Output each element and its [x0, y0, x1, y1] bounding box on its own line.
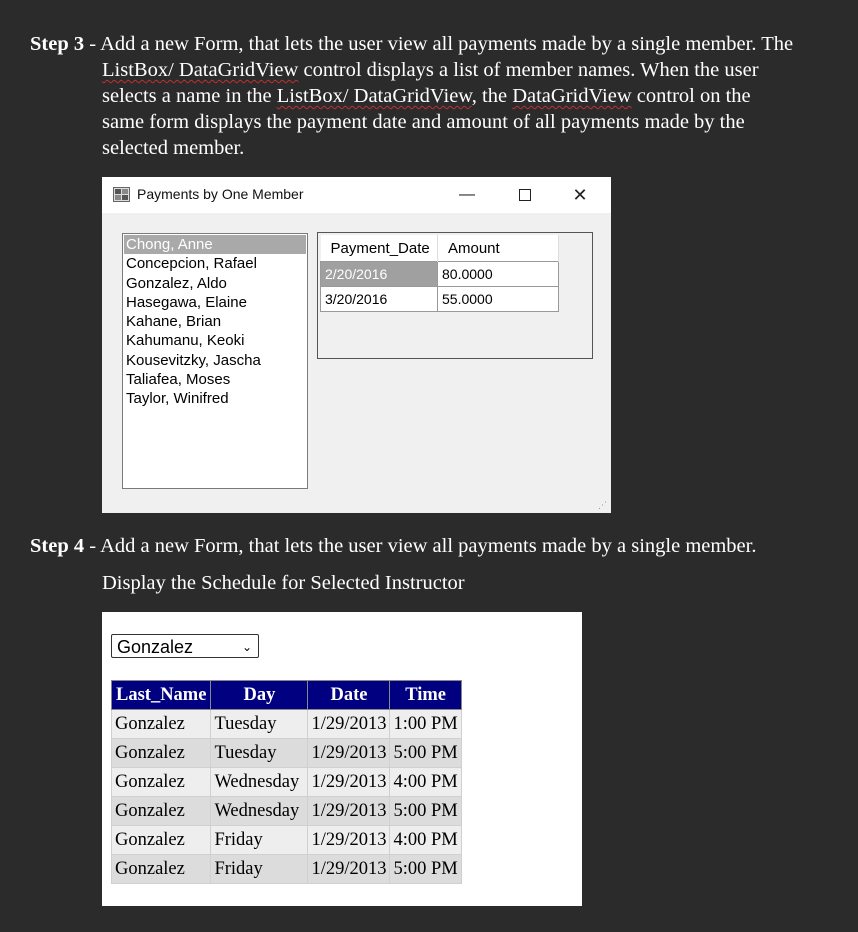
step3-line1: Add a new Form, that lets the user view all payments made by a single member. The: [100, 33, 794, 55]
step3-line5: selected member.: [102, 137, 245, 159]
list-item[interactable]: Taliafea, Moses: [126, 371, 231, 389]
maximize-icon: [519, 189, 531, 201]
step3-line3d: DataGridView: [512, 85, 632, 107]
table-cell: Wednesday: [211, 768, 308, 797]
table-cell: Friday: [211, 855, 308, 884]
step4-subtitle: Display the Schedule for Selected Instructor: [102, 572, 465, 594]
step3-line2b: control displays a list of member names. When the user: [298, 59, 759, 81]
table-cell: 5:00 PM: [390, 797, 461, 826]
list-item[interactable]: Gonzalez, Aldo: [126, 274, 227, 292]
table-cell: Tuesday: [211, 739, 308, 768]
table-cell: Wednesday: [211, 797, 308, 826]
table-cell: 1:00 PM: [390, 710, 461, 739]
step3-line3e: control on the: [631, 85, 751, 107]
table-cell: 1/29/2013: [308, 739, 390, 768]
table-row: [112, 797, 462, 826]
table-cell: Tuesday: [211, 710, 308, 739]
table-cell: 5:00 PM: [390, 855, 461, 884]
table-cell: Gonzalez: [112, 826, 211, 855]
payments-datagridview[interactable]: [317, 232, 593, 359]
list-item[interactable]: Concepcion, Rafael: [126, 255, 257, 273]
grid-row[interactable]: [321, 262, 559, 287]
table-cell: Gonzalez: [112, 710, 211, 739]
list-item[interactable]: Kousevitzky, Jascha: [126, 351, 261, 369]
table-row: [112, 710, 462, 739]
instructor-dropdown[interactable]: [111, 634, 259, 658]
form-app-icon: [113, 187, 130, 202]
close-button[interactable]: ✕: [572, 185, 588, 205]
list-item[interactable]: Hasegawa, Elaine: [126, 293, 247, 311]
schedule-header-time: Time: [390, 681, 461, 710]
table-row: [112, 739, 462, 768]
member-listbox[interactable]: [122, 233, 308, 489]
schedule-table: [111, 680, 462, 884]
table-cell: Gonzalez: [112, 768, 211, 797]
grid-header-amount[interactable]: Amount: [438, 235, 559, 262]
step3-line4: same form displays the payment date and amount of all payments made by the: [102, 111, 745, 133]
step3-instructions: [30, 31, 840, 161]
table-cell: 5:00 PM: [390, 739, 461, 768]
table-cell: 1/29/2013: [308, 797, 390, 826]
table-row: [112, 768, 462, 797]
step4-instructions: [30, 533, 840, 559]
minimize-button[interactable]: —: [459, 186, 475, 203]
payments-form-window: [102, 177, 611, 513]
grid-cell-amount[interactable]: 55.0000: [438, 287, 559, 312]
instructor-dropdown-value: Gonzalez: [117, 637, 194, 657]
grid-cell-amount[interactable]: 80.0000: [438, 262, 559, 287]
table-cell: Friday: [211, 826, 308, 855]
title-bar[interactable]: [102, 177, 611, 213]
step4-sep: -: [84, 535, 101, 557]
step3-line3a: selects a name in the: [102, 85, 277, 107]
list-item[interactable]: Kahumanu, Keoki: [126, 332, 245, 350]
schedule-header-last-name: Last_Name: [112, 681, 211, 710]
step4-label: Step 4: [30, 535, 85, 557]
list-item[interactable]: Chong, Anne: [124, 235, 306, 254]
step3-line3c: , the: [471, 85, 513, 107]
grid-header-payment-date[interactable]: Payment_Date: [321, 235, 438, 262]
schedule-header-day: Day: [211, 681, 308, 710]
table-cell: 1/29/2013: [308, 768, 390, 797]
table-cell: Gonzalez: [112, 739, 211, 768]
table-row: [112, 826, 462, 855]
table-cell: Gonzalez: [112, 855, 211, 884]
table-cell: 1/29/2013: [308, 826, 390, 855]
table-cell: 1/29/2013: [308, 855, 390, 884]
resize-grip-icon[interactable]: ⋰: [598, 500, 607, 510]
schedule-header-date: Date: [308, 681, 390, 710]
table-row: [112, 855, 462, 884]
table-cell: 1/29/2013: [308, 710, 390, 739]
table-cell: 4:00 PM: [390, 826, 461, 855]
step4-text: Add a new Form, that lets the user view all payments made by a single member.: [100, 535, 757, 557]
table-cell: Gonzalez: [112, 797, 211, 826]
step3-line3b: ListBox/ DataGridView: [276, 85, 472, 107]
list-item[interactable]: Taylor, Winifred: [126, 390, 229, 408]
table-cell: 4:00 PM: [390, 768, 461, 797]
schedule-web-panel: [102, 612, 582, 906]
chevron-down-icon: ⌄: [241, 640, 252, 654]
grid-cell-date[interactable]: 2/20/2016: [321, 262, 438, 287]
list-item[interactable]: Kahane, Brian: [126, 313, 222, 331]
step3-line2a: ListBox/ DataGridView: [102, 59, 299, 81]
step3-sep: -: [84, 33, 101, 55]
window-title: Payments by One Member: [137, 186, 304, 202]
grid-row[interactable]: [321, 287, 559, 312]
grid-cell-date[interactable]: 3/20/2016: [321, 287, 438, 312]
maximize-button[interactable]: [505, 182, 545, 208]
step3-label: Step 3: [30, 33, 85, 55]
